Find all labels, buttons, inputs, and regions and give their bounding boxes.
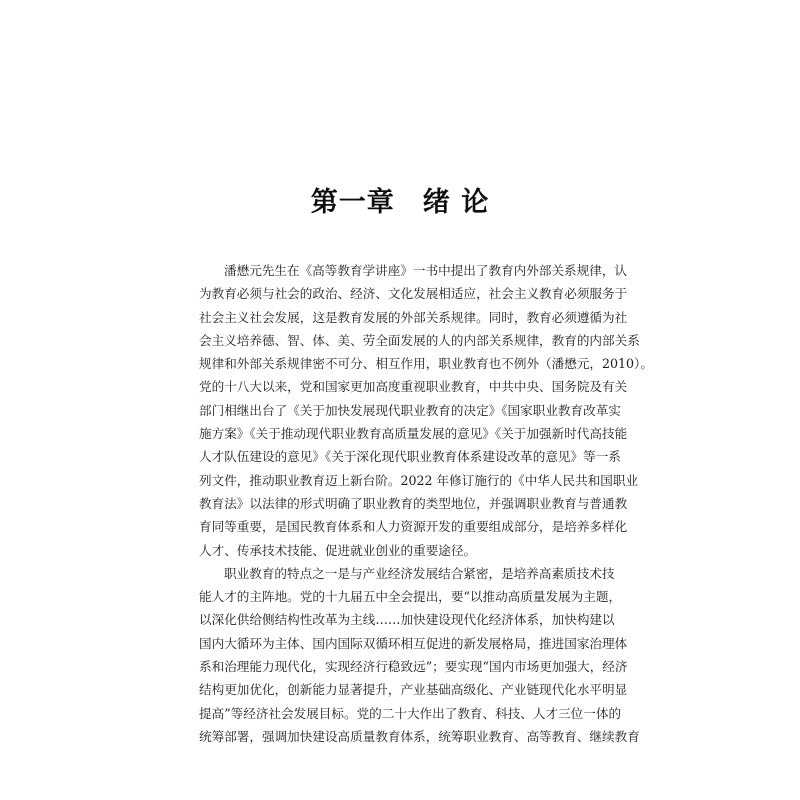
text-line: 国内大循环为主体、国内国际双循环相互促进的新发展格局，推进国家治理体 (199, 635, 628, 651)
text-line: 会主义培养德、智、体、美、劳全面发展的人的内部关系规律，教育的内部关系 (199, 332, 640, 348)
text-line: 统筹部署，强调加快建设高质量教育体系，统筹职业教育、高等教育、继续教育 (199, 728, 640, 744)
text-line: 部门相继出台了《关于加快发展现代职业教育的决定》《国家职业教育改革实 (199, 402, 621, 418)
text-line: 潘懋元先生在《高等教育学讲座》一书中提出了教育内外部关系规律，认 (224, 263, 627, 278)
paragraph (199, 562, 640, 748)
text-line: 为教育必须与社会的政治、经济、文化发展相适应，社会主义教育必须服务于 (199, 286, 628, 302)
text-line: 党的十八大以来，党和国家更加高度重视职业教育，中共中央、国务院及有关 (199, 379, 628, 395)
text-line: 育同等重要，是国民教育体系和人力资源开发的重要组成部分，是培养多样化 (199, 519, 628, 535)
text-line: 教育法》以法律的形式明确了职业教育的类型地位，并强调职业教育与普通教 (199, 495, 628, 511)
text-line: 社会主义社会发展，这是教育发展的外部关系规律。同时，教育必须遵循为社 (199, 309, 628, 325)
text-line: 人才、传承技术技能、促进就业创业的重要途径。 (199, 542, 477, 558)
chapter-number: 第一章 (310, 187, 395, 218)
text-line: 系和治理能力现代化，实现经济行稳致远”；要实现“国内市场更加强大，经济 (199, 659, 628, 675)
text-line: 人才队伍建设的意见》《关于深化现代职业教育体系建设改革的意见》等一系 (199, 449, 621, 465)
chapter-name: 绪 论 (422, 187, 490, 218)
text-line: 列文件，推动职业教育迈上新台阶。2022 年修订施行的《中华人民共和国职业 (199, 472, 639, 488)
text-line: 职业教育的特点之一是与产业经济发展结合紧密，是培养高素质技术技 (224, 565, 615, 581)
body-text (199, 259, 653, 748)
text-line: 提高”等经济社会发展目标。党的二十大作出了教育、科技、人才三位一体的 (199, 705, 622, 721)
paragraph (199, 259, 653, 562)
text-line: 结构更加优化，创新能力显著提升，产业基础高级化、产业链现代化水平明显 (199, 682, 628, 698)
chapter-title (0, 180, 800, 219)
text-line: 施方案》《关于推动现代职业教育高质量发展的意见》《关于加强新时代高技能 (199, 426, 628, 442)
text-line: 以深化供给侧结构性改革为主线……加快建设现代化经济体系，加快构建以 (199, 612, 615, 628)
text-line: 规律和外部关系规律密不可分、相互作用，职业教育也不例外（潘懋元，2010）。 (199, 356, 653, 372)
text-line: 能人才的主阵地。党的十九届五中全会提出，要“以推动高质量发展为主题， (199, 589, 622, 605)
